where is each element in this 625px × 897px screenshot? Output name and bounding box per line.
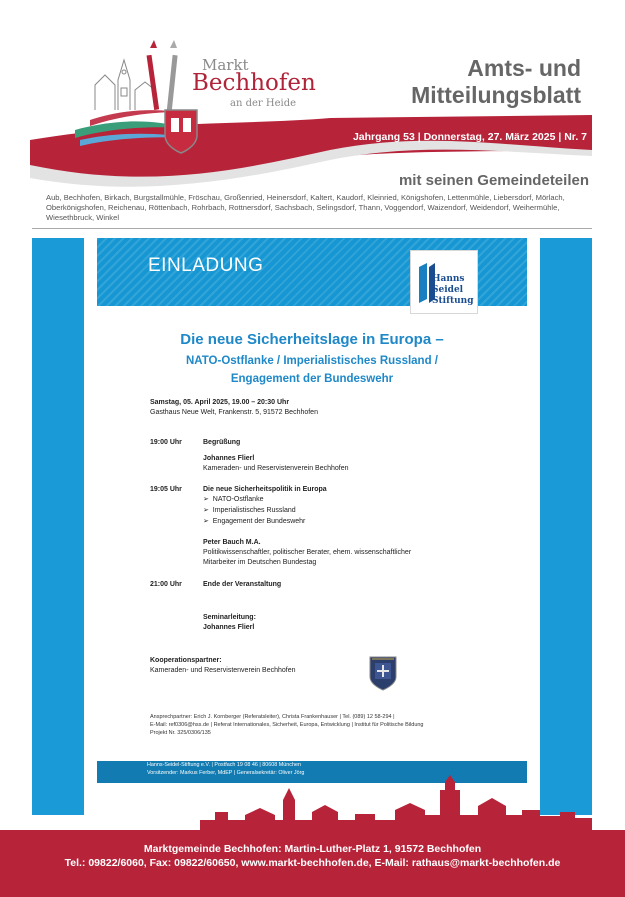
footer-address: Marktgemeinde Bechhofen: Martin-Luther-Platz 1, 91572 Bechhofen — [143, 843, 482, 855]
right-blue-sidebar — [540, 238, 592, 815]
speaker1-name: Johannes Flierl — [203, 455, 255, 462]
districts-heading: mit seinen Gemeindeteilen — [398, 172, 589, 189]
page-title-line1: Amts- und — [467, 55, 581, 81]
event-date: Samstag, 05. April 2025, 19.00 – 20:30 Uhr — [150, 399, 290, 406]
issue-info: Jahrgang 53 | Donnerstag, 27. März 2025 | Nr. 7 — [352, 131, 587, 143]
speaker2-role-line2: Mitarbeiter im Deutschen Bundestag — [203, 559, 317, 566]
agenda-title-1: Begrüßung — [203, 439, 241, 446]
districts-list: Aub, Bechhofen, Birkach, Burgstallmühle, Fröschau, Großenried, Heinersdorf, Kaltert, Kaudorf, Kleinried, Königshofen, Lettenmühle, Liebersdorf, Mörlach, Oberkönigshofen, Reichenau, Röttenbach, Rohrbach, Rottnersdorf, Sachsbach, Selingsdorf, Thann, Voggendorf, Waizendorf, Weidendorf, Weihermühle, Wiesethbruck, Winkel — [46, 193, 565, 222]
logo-markt-text: Markt — [202, 56, 249, 74]
speaker1-role: Kameraden- und Reservistenverein Bechhofen — [203, 465, 349, 472]
hss-logo-text: Hanns Seidel Stiftung — [432, 274, 474, 306]
page-title-line2: Mitteilungsblatt — [411, 82, 581, 108]
hss-footer-line1: Hanns-Seidel-Stiftung e.V. | Postfach 19 08 46 | 80608 München — [147, 762, 301, 768]
reservist-crest-icon — [368, 655, 398, 691]
agenda-time-3: 21:00 Uhr — [150, 581, 182, 588]
contact-line1: Ansprechpartner: Erich J. Kornberger (Referatsleiter), Christa Frankenhauser | Tel. (089) 12 58-294 | — [150, 714, 395, 720]
speaker2-name: Peter Bauch M.A. — [203, 539, 261, 546]
seminar-label: Seminarleitung: — [203, 614, 256, 621]
event-subtitle-line1: NATO-Ostflanke / Imperialistisches Russland / — [185, 355, 438, 367]
logo-crest-icon — [165, 110, 197, 153]
partner-name: Kameraden- und Reservistenverein Bechhofen — [150, 667, 296, 674]
bullet-item: ➢ NATO-Ostflanke — [203, 496, 264, 503]
event-subtitle-line2: Engagement der Bundeswehr — [230, 373, 394, 385]
bullet-item: ➢ Engagement der Bundeswehr — [203, 518, 306, 525]
logo-village-icon — [95, 60, 155, 110]
event-title: Die neue Sicherheitslage in Europa – — [180, 331, 444, 348]
hss-footer-line2: Vorsitzender: Markus Ferber, MdEP | Generalsekretär: Oliver Jörg — [147, 770, 305, 776]
contact-line3: Projekt Nr. 325/0306/135 — [150, 730, 211, 736]
agenda-title-3: Ende der Veranstaltung — [203, 581, 282, 588]
agenda-title-2: Die neue Sicherheitspolitik in Europa — [203, 486, 327, 493]
logo-brushes-icon — [147, 40, 178, 110]
agenda-time-1: 19:00 Uhr — [150, 439, 182, 446]
agenda-time-2: 19:05 Uhr — [150, 486, 182, 493]
header-divider — [32, 228, 592, 229]
seminar-name: Johannes Flierl — [203, 624, 255, 631]
partner-label: Kooperationspartner: — [150, 657, 222, 664]
left-blue-sidebar — [32, 238, 84, 815]
invitation-panel — [97, 238, 527, 783]
invitation-banner-title: EINLADUNG — [148, 255, 264, 276]
logo-town-name: Bechhofen — [192, 70, 316, 96]
contact-line2: E-Mail: ref0306@hss.de | Referat Internationales, Sicherheit, Europa, Entwicklung | Institut für Politische Bildung — [150, 722, 424, 728]
logo-subtitle: an der Heide — [230, 98, 297, 109]
speaker2-role-line1: Politikwissenschaftler, politischer Berater, ehem. wissenschaftlicher — [203, 549, 412, 556]
skyline-silhouette — [0, 770, 625, 832]
footer-contact: Tel.: 09822/6060, Fax: 09822/60650, www.markt-bechhofen.de, E-Mail: rathaus@markt-bechhofen.de — [64, 857, 561, 869]
event-venue: Gasthaus Neue Welt, Frankenstr. 5, 91572 Bechhofen — [150, 409, 318, 416]
bullet-item: ➢ Imperialistisches Russland — [203, 507, 296, 514]
